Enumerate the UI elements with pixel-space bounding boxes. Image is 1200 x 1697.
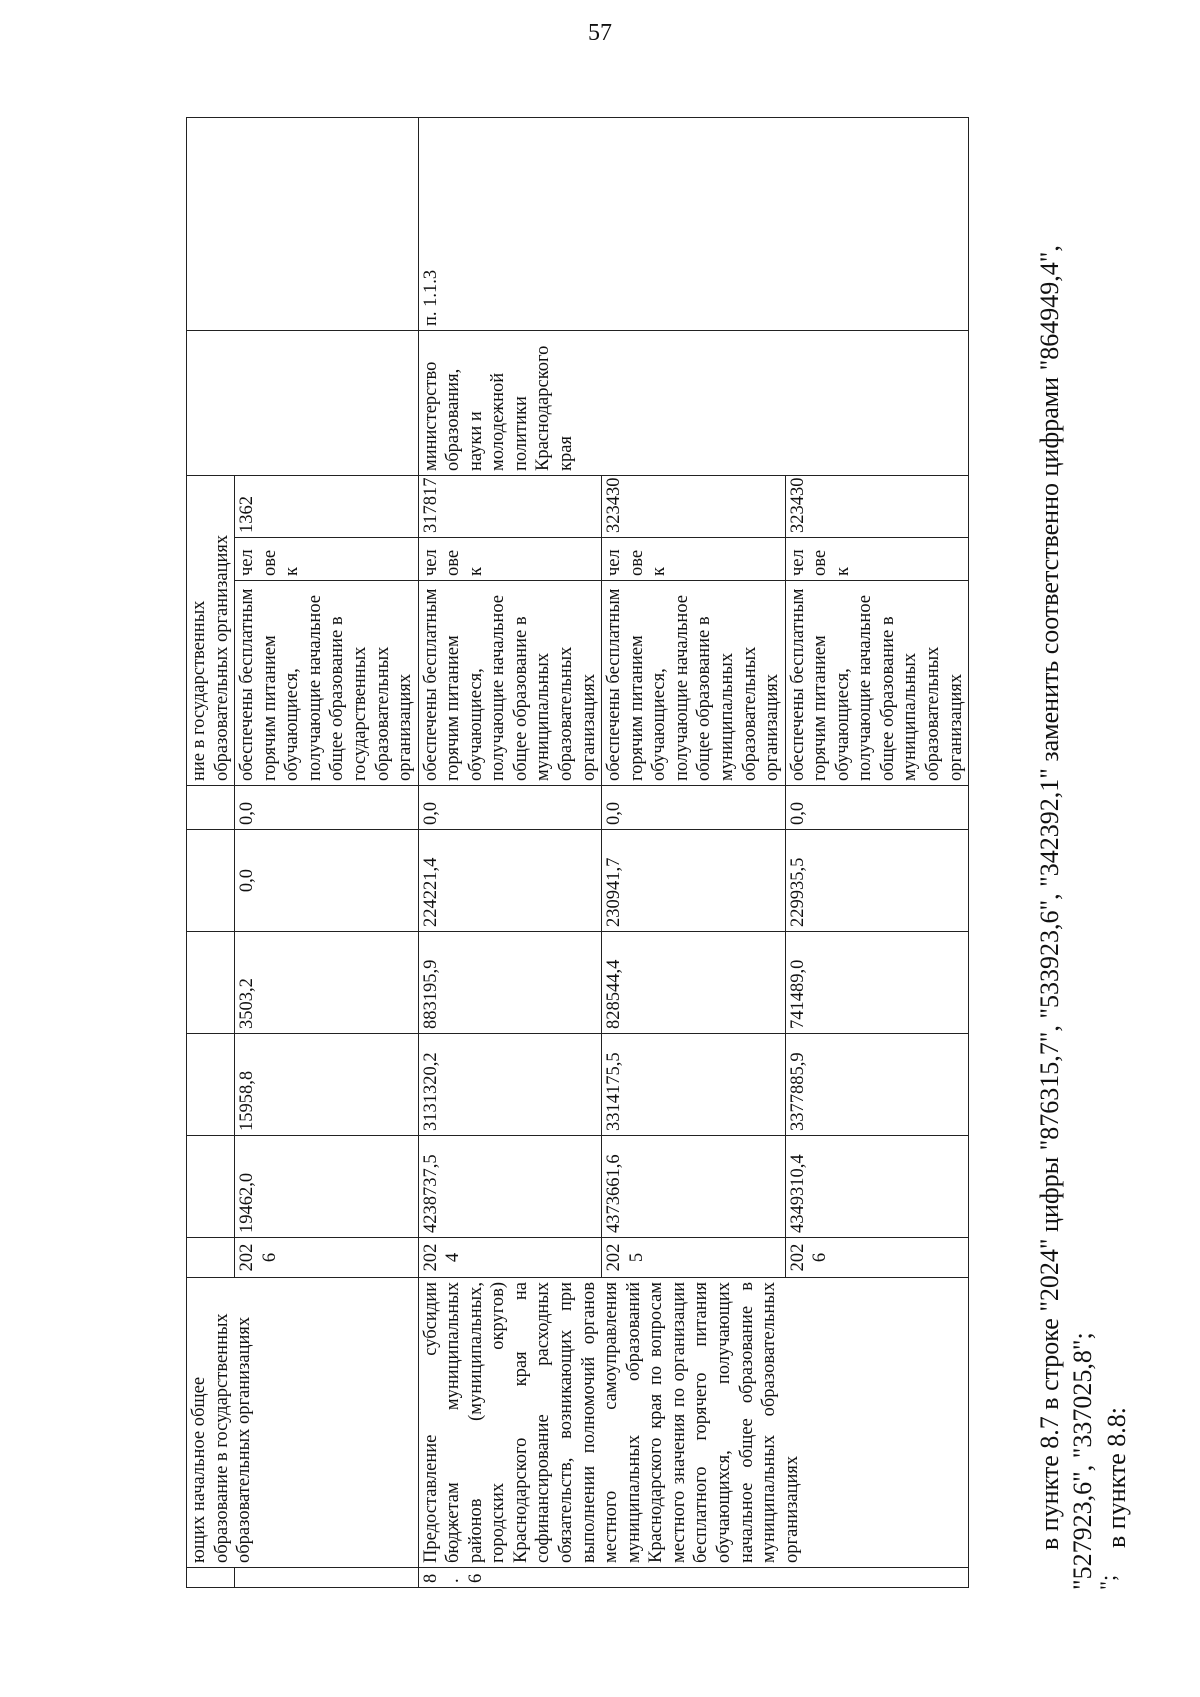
cell-local: 0,0 bbox=[235, 830, 419, 932]
cell-value: 1362 bbox=[235, 476, 419, 538]
cell-total: 4238737,5 bbox=[418, 1136, 602, 1238]
cell-indicator: обеспечены бесплатным горячим питанием обучающиеся, получающие начальное общее образование в муниципальных образовательных организациях bbox=[602, 581, 786, 786]
cell-regional: 3377885,9 bbox=[785, 1034, 969, 1136]
cell-num: 8.6 bbox=[418, 1568, 969, 1588]
cell-unit: человек bbox=[602, 538, 786, 581]
cell-total: 19462,0 bbox=[235, 1136, 419, 1238]
cell-unit: человек bbox=[418, 538, 602, 581]
cell-year: 2026 bbox=[785, 1238, 969, 1278]
cell-indicator: обеспечены бесплатным горячим питанием обучающиеся, получающие начальное общее образование в государственных образовательных организациях bbox=[235, 581, 419, 786]
cell-value: 323430 bbox=[602, 476, 786, 538]
cell-federal: 3503,2 bbox=[235, 932, 419, 1034]
table-row bbox=[418, 118, 602, 1588]
program-table bbox=[186, 117, 969, 1588]
table-row bbox=[187, 118, 235, 1588]
cell-local: 229935,5 bbox=[785, 830, 969, 932]
cell-year: 2025 bbox=[602, 1238, 786, 1278]
cell-desc: Предоставление субсидии бюджетам муниципальных районов (муниципальных, городских округов) Краснодарского края на софинансирование расходных обязательств, возникающих при выполнении полномочий органов местного самоуправления муниципальных образований Краснодарского края по вопросам местного значения по организации бесплатного горячего питания обучающихся, получающих начальное общее образование в муниципальных образовательных организациях bbox=[418, 1278, 969, 1568]
closing-quote: "; bbox=[1095, 1574, 1120, 1590]
cell-total: 4349310,4 bbox=[785, 1136, 969, 1238]
cell-num bbox=[187, 1568, 235, 1588]
cell-other: 0,0 bbox=[235, 786, 419, 830]
footer-line-3: в пункте 8.8: bbox=[1102, 1406, 1131, 1548]
cell-unit: человек bbox=[235, 538, 419, 581]
cell-value: 317817 bbox=[418, 476, 602, 538]
cell-local: 230941,7 bbox=[602, 830, 786, 932]
cell-federal: 741489,0 bbox=[785, 932, 969, 1034]
footer-line-1: в пункте 8.7 в строке "2024" цифры "876315,7", "533923,6", "342392,1" заменить соответственно цифрами "864949,4", bbox=[1035, 245, 1064, 1550]
cell-federal: 883195,9 bbox=[418, 932, 602, 1034]
cell-other: 0,0 bbox=[602, 786, 786, 830]
cell-regional: 3314175,5 bbox=[602, 1034, 786, 1136]
footer-line-2: "527923,6", "337025,8"; bbox=[1068, 1332, 1097, 1590]
cell-local: 224221,4 bbox=[418, 830, 602, 932]
cell-other: 0,0 bbox=[785, 786, 969, 830]
cell-ref: п. 1.1.3 bbox=[418, 118, 969, 331]
cell-indicator: обеспечены бесплатным горячим питанием обучающиеся, получающие начальное общее образование в муниципальных образовательных организациях bbox=[418, 581, 602, 786]
cell-value: 323430 bbox=[785, 476, 969, 538]
cell-executor: министерство образования, науки и молодежной политики Краснодарского края bbox=[418, 331, 969, 476]
cell-year: 2026 bbox=[235, 1238, 419, 1278]
cell-indicator: обеспечены бесплатным горячим питанием обучающиеся, получающие начальное общее образование в муниципальных образовательных организациях bbox=[785, 581, 969, 786]
page-number: 57 bbox=[588, 20, 612, 46]
cell-desc: ющих начальное общее образование в государственных образовательных организациях bbox=[187, 1278, 419, 1568]
cell-other: 0,0 bbox=[418, 786, 602, 830]
cell-regional: 15958,8 bbox=[235, 1034, 419, 1136]
cell-federal: 828544,4 bbox=[602, 932, 786, 1034]
cell-year: 2024 bbox=[418, 1238, 602, 1278]
cell-regional: 3131320,2 bbox=[418, 1034, 602, 1136]
cell-unit: человек bbox=[785, 538, 969, 581]
cell-indicator-prev: ние в государственных образовательных организациях bbox=[187, 476, 235, 786]
cell-total: 4373661,6 bbox=[602, 1136, 786, 1238]
